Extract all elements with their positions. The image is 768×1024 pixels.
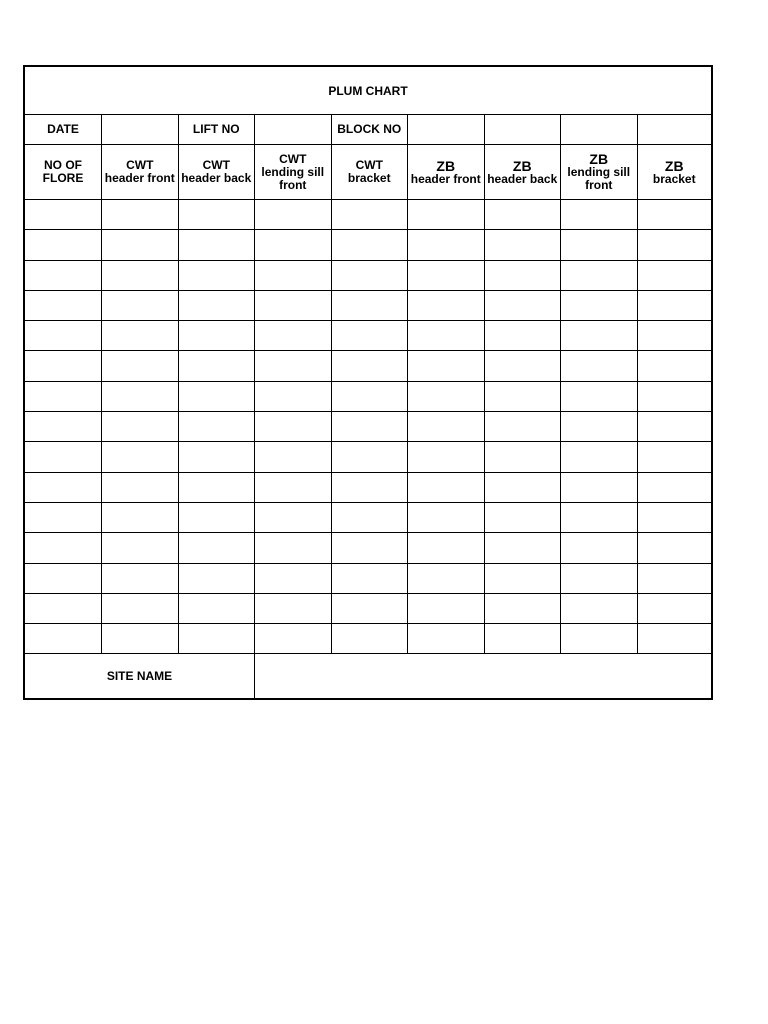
table-cell[interactable] [25, 412, 102, 442]
table-cell[interactable] [561, 290, 638, 320]
table-cell[interactable] [408, 442, 485, 472]
table-cell[interactable] [561, 412, 638, 442]
table-cell[interactable] [331, 351, 408, 381]
info-empty-cell[interactable] [637, 115, 711, 145]
table-cell[interactable] [637, 442, 711, 472]
table-cell[interactable] [178, 381, 255, 411]
table-cell[interactable] [408, 351, 485, 381]
table-cell[interactable] [255, 351, 332, 381]
header-line-2: lending sill front [567, 165, 631, 192]
table-row [25, 381, 711, 411]
table-cell[interactable] [178, 624, 255, 654]
table-cell[interactable] [637, 200, 711, 230]
table-cell[interactable] [102, 624, 179, 654]
table-cell[interactable] [484, 472, 561, 502]
table-cell[interactable] [25, 230, 102, 260]
date-value-cell[interactable] [102, 115, 179, 145]
table-cell[interactable] [25, 563, 102, 593]
table-row [25, 260, 711, 290]
table-cell[interactable] [102, 502, 179, 532]
table-cell[interactable] [25, 593, 102, 623]
table-cell[interactable] [178, 442, 255, 472]
header-line-1: ZB [589, 151, 609, 167]
table-cell[interactable] [484, 200, 561, 230]
header-line-2: bracket [652, 171, 696, 186]
table-cell[interactable] [25, 442, 102, 472]
table-cell[interactable] [408, 472, 485, 502]
table-cell[interactable] [637, 472, 711, 502]
table-cell[interactable] [102, 442, 179, 472]
header-line-1: CWT [279, 151, 307, 166]
header-zb-bracket [637, 145, 711, 200]
table-cell[interactable] [637, 563, 711, 593]
table-cell[interactable] [102, 472, 179, 502]
table-cell[interactable] [637, 290, 711, 320]
table-cell[interactable] [102, 321, 179, 351]
table-cell[interactable] [331, 230, 408, 260]
table-cell[interactable] [255, 472, 332, 502]
table-cell[interactable] [561, 230, 638, 260]
table-row [25, 502, 711, 532]
table-cell[interactable] [484, 593, 561, 623]
table-cell[interactable] [255, 533, 332, 563]
table-cell[interactable] [255, 563, 332, 593]
table-cell[interactable] [331, 200, 408, 230]
table-cell[interactable] [637, 260, 711, 290]
table-cell[interactable] [25, 290, 102, 320]
table-cell[interactable] [178, 533, 255, 563]
site-name-row [25, 654, 711, 698]
table-cell[interactable] [25, 200, 102, 230]
table-cell[interactable] [561, 351, 638, 381]
table-cell[interactable] [25, 624, 102, 654]
table-cell[interactable] [178, 593, 255, 623]
header-line-1: CWT [126, 158, 154, 172]
table-cell[interactable] [25, 472, 102, 502]
table-cell[interactable] [408, 260, 485, 290]
table-cell[interactable] [561, 593, 638, 623]
table-cell[interactable] [25, 533, 102, 563]
table-cell[interactable] [408, 321, 485, 351]
table-cell[interactable] [255, 412, 332, 442]
table-cell[interactable] [255, 624, 332, 654]
date-label: DATE [25, 115, 102, 145]
table-cell[interactable] [102, 533, 179, 563]
table-cell[interactable] [102, 563, 179, 593]
table-cell[interactable] [255, 502, 332, 532]
table-cell[interactable] [178, 502, 255, 532]
table-cell[interactable] [484, 230, 561, 260]
plum-chart-sheet [23, 65, 713, 700]
table-cell[interactable] [178, 260, 255, 290]
table-cell[interactable] [637, 351, 711, 381]
table-cell[interactable] [561, 533, 638, 563]
header-line-2: header back [181, 171, 252, 185]
data-rows [25, 200, 711, 654]
lift-no-value-cell[interactable] [255, 115, 332, 145]
table-row [25, 442, 711, 472]
header-cwt-header-front [102, 145, 179, 200]
table-cell[interactable] [25, 321, 102, 351]
table-cell[interactable] [408, 533, 485, 563]
table-cell[interactable] [408, 200, 485, 230]
table-cell[interactable] [561, 200, 638, 230]
table-cell[interactable] [178, 230, 255, 260]
table-cell[interactable] [637, 593, 711, 623]
column-header-row [25, 145, 711, 200]
table-cell[interactable] [331, 624, 408, 654]
table-cell[interactable] [102, 290, 179, 320]
table-cell[interactable] [561, 260, 638, 290]
table-cell[interactable] [408, 563, 485, 593]
table-cell[interactable] [102, 381, 179, 411]
table-cell[interactable] [637, 381, 711, 411]
table-cell[interactable] [331, 290, 408, 320]
table-cell[interactable] [178, 412, 255, 442]
table-cell[interactable] [255, 230, 332, 260]
table-row [25, 593, 711, 623]
table-cell[interactable] [25, 381, 102, 411]
table-row [25, 290, 711, 320]
table-row [25, 533, 711, 563]
header-line-1: ZB [664, 157, 684, 174]
header-cwt-lending-sill-front [255, 145, 332, 200]
table-cell[interactable] [484, 351, 561, 381]
table-cell[interactable] [102, 351, 179, 381]
table-cell[interactable] [255, 200, 332, 230]
header-zb-lending-sill-front [561, 145, 638, 200]
table-row [25, 200, 711, 230]
table-cell[interactable] [178, 321, 255, 351]
table-cell[interactable] [561, 442, 638, 472]
table-cell[interactable] [178, 200, 255, 230]
table-cell[interactable] [331, 442, 408, 472]
lift-no-label: LIFT NO [178, 115, 255, 145]
table-cell[interactable] [484, 533, 561, 563]
site-name-label: SITE NAME [25, 654, 255, 698]
header-line-2: header front [104, 171, 175, 185]
table-cell[interactable] [561, 502, 638, 532]
table-cell[interactable] [484, 502, 561, 532]
block-no-label: BLOCK NO [331, 115, 408, 145]
table-cell[interactable] [408, 624, 485, 654]
table-cell[interactable] [484, 624, 561, 654]
header-line-2: bracket [347, 171, 391, 185]
table-cell[interactable] [331, 533, 408, 563]
header-line-1: ZB [512, 157, 532, 174]
table-cell[interactable] [331, 321, 408, 351]
table-cell[interactable] [561, 563, 638, 593]
info-empty-cell[interactable] [561, 115, 638, 145]
table-cell[interactable] [637, 230, 711, 260]
header-line-2: lending sill front [261, 164, 325, 192]
table-cell[interactable] [331, 472, 408, 502]
table-cell[interactable] [25, 351, 102, 381]
table-cell[interactable] [637, 624, 711, 654]
table-cell[interactable] [102, 230, 179, 260]
table-cell[interactable] [408, 290, 485, 320]
table-cell[interactable] [637, 412, 711, 442]
table-cell[interactable] [255, 593, 332, 623]
site-name-field[interactable] [255, 654, 711, 698]
table-cell[interactable] [637, 502, 711, 532]
header-line-1: CWT [202, 158, 230, 172]
table-cell[interactable] [561, 321, 638, 351]
table-cell[interactable] [408, 593, 485, 623]
table-cell[interactable] [102, 412, 179, 442]
table-cell[interactable] [484, 321, 561, 351]
table-cell[interactable] [331, 260, 408, 290]
table-cell[interactable] [408, 230, 485, 260]
table-cell[interactable] [255, 442, 332, 472]
table-cell[interactable] [637, 321, 711, 351]
header-cwt-header-back [178, 145, 255, 200]
table-cell[interactable] [484, 290, 561, 320]
table-cell[interactable] [484, 563, 561, 593]
table-row [25, 412, 711, 442]
table-cell[interactable] [102, 593, 179, 623]
header-zb-header-front [408, 145, 485, 200]
table-cell[interactable] [255, 321, 332, 351]
table-row [25, 472, 711, 502]
table-cell[interactable] [331, 412, 408, 442]
table-cell[interactable] [484, 260, 561, 290]
table-cell[interactable] [408, 412, 485, 442]
table-cell[interactable] [102, 200, 179, 230]
table-cell[interactable] [255, 381, 332, 411]
plum-chart-table [25, 115, 711, 654]
block-no-value-cell[interactable] [408, 115, 485, 145]
table-cell[interactable] [331, 593, 408, 623]
info-empty-cell[interactable] [484, 115, 561, 145]
table-cell[interactable] [561, 624, 638, 654]
table-cell[interactable] [484, 412, 561, 442]
table-cell[interactable] [408, 381, 485, 411]
table-cell[interactable] [25, 502, 102, 532]
table-cell[interactable] [102, 260, 179, 290]
table-row [25, 351, 711, 381]
info-row [25, 115, 711, 145]
table-cell[interactable] [255, 260, 332, 290]
table-cell[interactable] [484, 381, 561, 411]
table-cell[interactable] [178, 290, 255, 320]
table-cell[interactable] [25, 260, 102, 290]
table-cell[interactable] [178, 351, 255, 381]
table-cell[interactable] [255, 290, 332, 320]
table-row [25, 624, 711, 654]
table-cell[interactable] [331, 381, 408, 411]
table-cell[interactable] [561, 381, 638, 411]
chart-title: PLUM CHART [25, 67, 711, 115]
table-cell[interactable] [331, 502, 408, 532]
header-line-1: ZB [436, 157, 456, 174]
table-cell[interactable] [408, 502, 485, 532]
header-line-2: header back [487, 171, 558, 186]
table-row [25, 321, 711, 351]
header-no-of-flore: NO OF FLORE [25, 145, 102, 200]
table-row [25, 563, 711, 593]
table-cell[interactable] [561, 472, 638, 502]
header-zb-header-back [484, 145, 561, 200]
header-cwt-bracket [331, 145, 408, 200]
table-cell[interactable] [637, 533, 711, 563]
table-cell[interactable] [178, 563, 255, 593]
header-line-1: CWT [355, 158, 383, 172]
table-cell[interactable] [178, 472, 255, 502]
header-line-2: header front [410, 171, 481, 186]
table-cell[interactable] [331, 563, 408, 593]
table-cell[interactable] [484, 442, 561, 472]
table-row [25, 230, 711, 260]
